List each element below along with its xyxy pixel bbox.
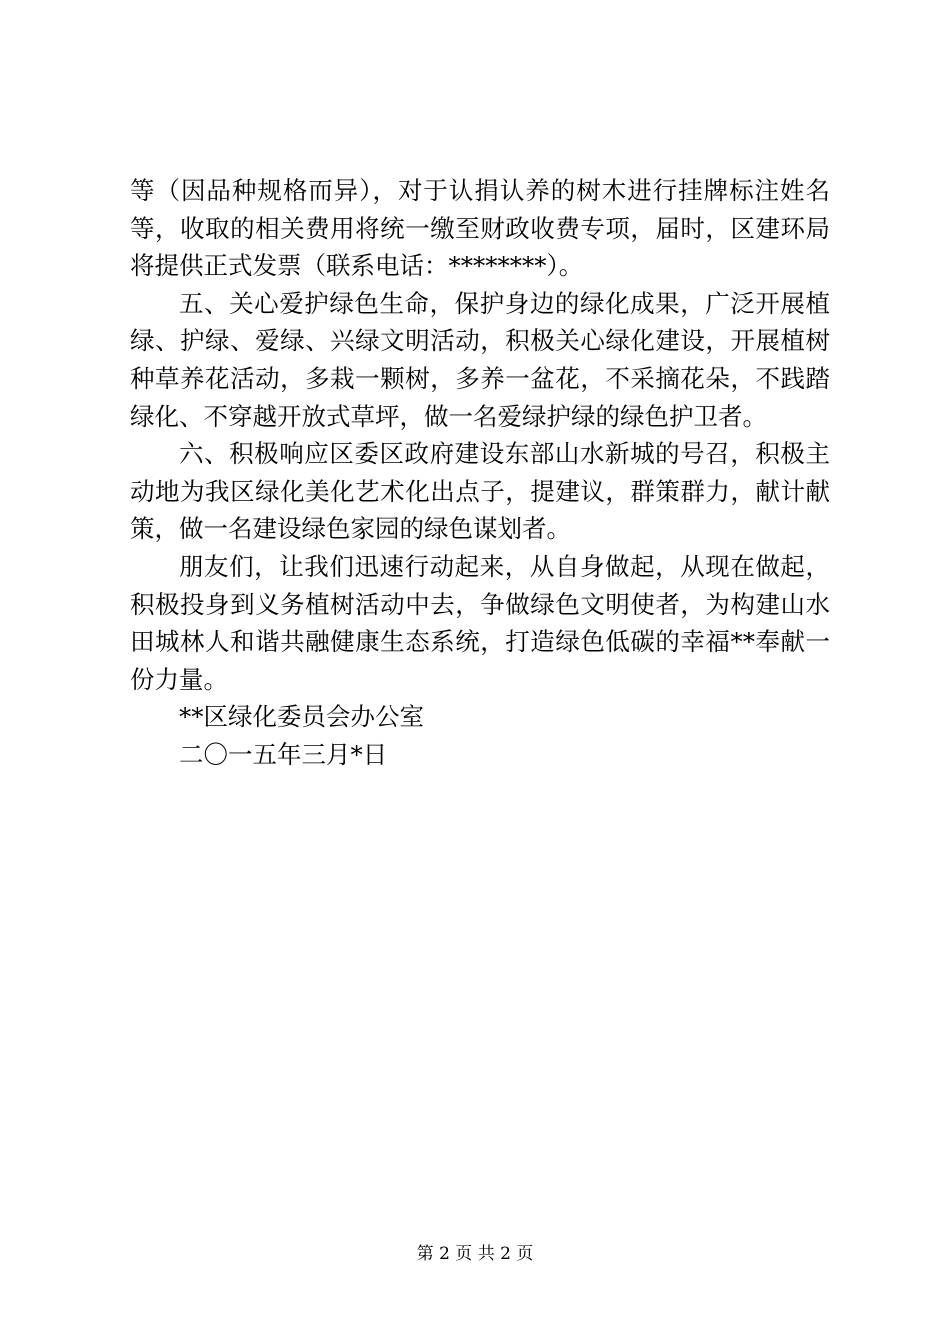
paragraph-closing: 朋友们，让我们迅速行动起来，从自身做起，从现在做起，积极投身到义务植树活动中去，争做绿色文明使者，为构建山水田城林人和谐共融健康生态系统，打造绿色低碳的幸福**奉献一份力量。 <box>130 551 830 694</box>
paragraph-item-six: 六、积极响应区委区政府建设东部山水新城的号召，积极主动地为我区绿化美化艺术化出点子，提建议，群策群力，献计献策，做一名建设绿色家园的绿色谋划者。 <box>130 439 830 544</box>
paragraph-item-five: 五、关心爱护绿色生命，保护身边的绿化成果，广泛开展植绿、护绿、爱绿、兴绿文明活动，积极关心绿化建设，开展植树种草养花活动，多栽一颗树，多养一盆花，不采摘花朵，不践踏绿化、不穿越开放式草坪，做一名爱绿护绿的绿色护卫者。 <box>130 288 830 431</box>
page-footer: 第 2 页 共 2 页 <box>416 1244 534 1264</box>
document-body <box>130 172 830 774</box>
signature-organization: **区绿化委员会办公室 <box>179 702 424 732</box>
paragraph-continuation: 等（因品种规格而异），对于认捐认养的树木进行挂牌标注姓名等，收取的相关费用将统一缴至财政收费专项，届时，区建环局将提供正式发票（联系电话：********）。 <box>130 176 830 281</box>
signature-date: 二〇一五年三月*日 <box>179 739 388 769</box>
